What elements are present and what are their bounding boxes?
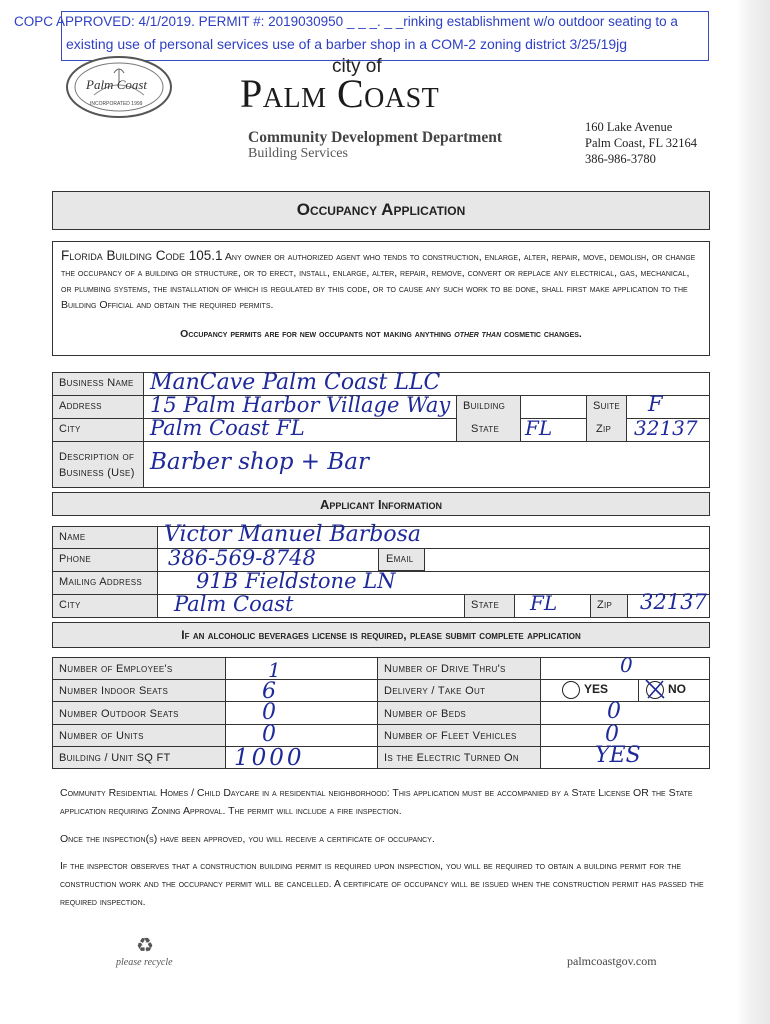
sq-ft-value[interactable]: 1000 — [234, 745, 305, 771]
label-delivery: Delivery / Take Out — [384, 685, 486, 697]
page-title: Occupancy Application — [296, 200, 466, 219]
label-name: Name — [59, 531, 86, 543]
website[interactable]: palmcoastgov.com — [567, 954, 657, 968]
label-phone: Phone — [59, 553, 91, 565]
drive-thrus-value[interactable]: 0 — [620, 653, 633, 677]
applicant-heading: Applicant Information — [320, 497, 442, 512]
city-of-text: city of — [332, 56, 382, 77]
delivery-yes-option[interactable] — [562, 680, 637, 700]
stamp-line-2: existing use of personal services use of a barber shop in a COM-2 zoning district 3/25/19jg — [66, 36, 628, 52]
label-applicant-city: City — [59, 599, 81, 611]
recycle-text: please recycle — [116, 957, 173, 968]
recycle-icon: ♻ — [136, 935, 154, 957]
description-value[interactable]: Barber shop + Bar — [150, 449, 369, 475]
label-mailing-address: Mailing Address — [59, 576, 143, 588]
label-drive-thrus: Number of Drive Thru's — [384, 663, 506, 675]
no-label: NO — [668, 682, 686, 696]
note-community-homes: Community Residential Homes / Child Daycare in a residential neighborhood: This application must be accompanied by a State License OR the State application requiring Zoning Approval. The permit will include a fire inspection. — [60, 787, 693, 817]
employees-value[interactable]: 1 — [268, 658, 281, 682]
label-indoor-seats: Number Indoor Seats — [59, 685, 169, 697]
label-units: Number of Units — [59, 730, 144, 742]
applicant-heading-bar — [52, 492, 710, 516]
label-sq-ft: Building / Unit SQ FT — [59, 752, 171, 764]
note-certificate: Once the inspection(s) have been approved, you will receive a certificate of occupancy. — [60, 833, 435, 845]
code-heading: Florida Building Code 105.1 — [61, 248, 223, 263]
applicant-name-value[interactable]: Victor Manuel Barbosa — [164, 522, 422, 547]
office-phone: 386-986-3780 — [585, 152, 656, 166]
city-logo — [240, 58, 510, 118]
label-electric: Is the Electric Turned On — [384, 752, 519, 764]
state-value[interactable]: FL — [525, 416, 553, 440]
label-city: City — [59, 423, 81, 435]
code-body: Any owner or authorized agent who tends to construction, enlarge, alter, repair, move, demolish, or change the occupancy of a building or structure, or to erect, install, enlarge, alter, repair, remove, convert or replace any electrical, gas, mechanical, or plumbing systems, the installation of which is regulated by this code, or to cause any such work to be done, shall first make application to the Building Official and obtain the required permits. — [61, 251, 696, 311]
units-value[interactable]: 0 — [262, 722, 276, 747]
building-code-box — [52, 241, 710, 356]
label-description-1: Description of — [59, 451, 135, 463]
address-line-2: Palm Coast, FL 32164 — [585, 136, 698, 150]
alcohol-notice: If an alcoholic beverages license is required, please submit complete application — [181, 628, 581, 642]
label-fleet-vehicles: Number of Fleet Vehicles — [384, 730, 517, 742]
label-applicant-zip: Zip — [597, 599, 613, 611]
seal-incorporated: INCORPORATED 1999 — [90, 101, 143, 107]
no-selected-mark-icon — [644, 677, 666, 701]
label-suite: Suite — [593, 400, 621, 412]
label-employees: Number of Employee's — [59, 663, 173, 675]
business-name-value[interactable]: ManCave Palm Coast LLC — [150, 370, 441, 395]
seal-text: Palm Coast — [86, 77, 148, 92]
label-description — [59, 449, 135, 481]
division-name: Building Services — [248, 146, 348, 161]
label-address: Address — [59, 400, 102, 412]
note-pre: Occupancy permits are for new occupants not making anything — [180, 328, 455, 340]
indoor-seats-value[interactable]: 6 — [262, 679, 276, 704]
title-bar — [52, 191, 710, 230]
scan-edge-shadow — [737, 0, 770, 1024]
yes-label: YES — [584, 682, 609, 696]
note-post: cosmetic changes. — [501, 328, 582, 340]
label-building: Building — [463, 400, 506, 412]
note-construction-permit: If the inspector observes that a construction building permit is required upon inspection, you will be required to obtain a building permit for the construction work and the occupancy permit will be cancelled. A certificate of occupancy will be issued when the construction permit has passed the required inspection. — [60, 860, 704, 908]
stamp-line-1: COPC APPROVED: 4/1/2019. PERMIT #: 2019030950 _ _ _. _ _rinking establishment w/o outdoor seating to a — [14, 14, 678, 29]
label-outdoor-seats: Number Outdoor Seats — [59, 708, 179, 720]
city-name: Palm Coast — [240, 71, 440, 116]
city-value[interactable]: Palm Coast FL — [150, 416, 305, 440]
electric-value[interactable]: YES — [595, 743, 641, 768]
suite-value[interactable]: F — [648, 392, 663, 416]
address-line-1: 160 Lake Avenue — [585, 120, 673, 134]
label-applicant-state: State — [471, 599, 500, 611]
fleet-vehicles-value[interactable]: 0 — [605, 722, 619, 747]
note-em: other than — [454, 328, 502, 340]
mailing-address-value[interactable]: 91B Fieldstone LN — [196, 569, 396, 593]
beds-value[interactable]: 0 — [607, 699, 621, 724]
office-address — [585, 119, 697, 167]
cosmetic-note — [53, 328, 709, 340]
applicant-state-value[interactable]: FL — [530, 591, 558, 615]
label-beds: Number of Beds — [384, 708, 467, 720]
label-business-name: Business Name — [59, 377, 134, 389]
department-name: Community Development Department — [248, 129, 502, 146]
approval-stamp — [14, 11, 709, 61]
city-seal — [64, 55, 174, 119]
yes-radio-icon[interactable] — [562, 681, 580, 699]
applicant-phone-value[interactable]: 386-569-8748 — [168, 546, 316, 570]
zip-value[interactable]: 32137 — [634, 416, 698, 440]
applicant-zip-value[interactable]: 32137 — [640, 590, 707, 614]
alcohol-notice-bar — [52, 622, 710, 648]
applicant-city-value[interactable]: Palm Coast — [174, 592, 294, 616]
address-value[interactable]: 15 Palm Harbor Village Way — [150, 393, 451, 417]
label-email: Email — [386, 553, 414, 565]
delivery-no-option[interactable] — [646, 680, 706, 700]
outdoor-seats-value[interactable]: 0 — [262, 700, 276, 725]
label-zip: Zip — [596, 423, 612, 435]
label-state: State — [471, 423, 500, 435]
label-description-2: Business (Use) — [59, 467, 135, 479]
